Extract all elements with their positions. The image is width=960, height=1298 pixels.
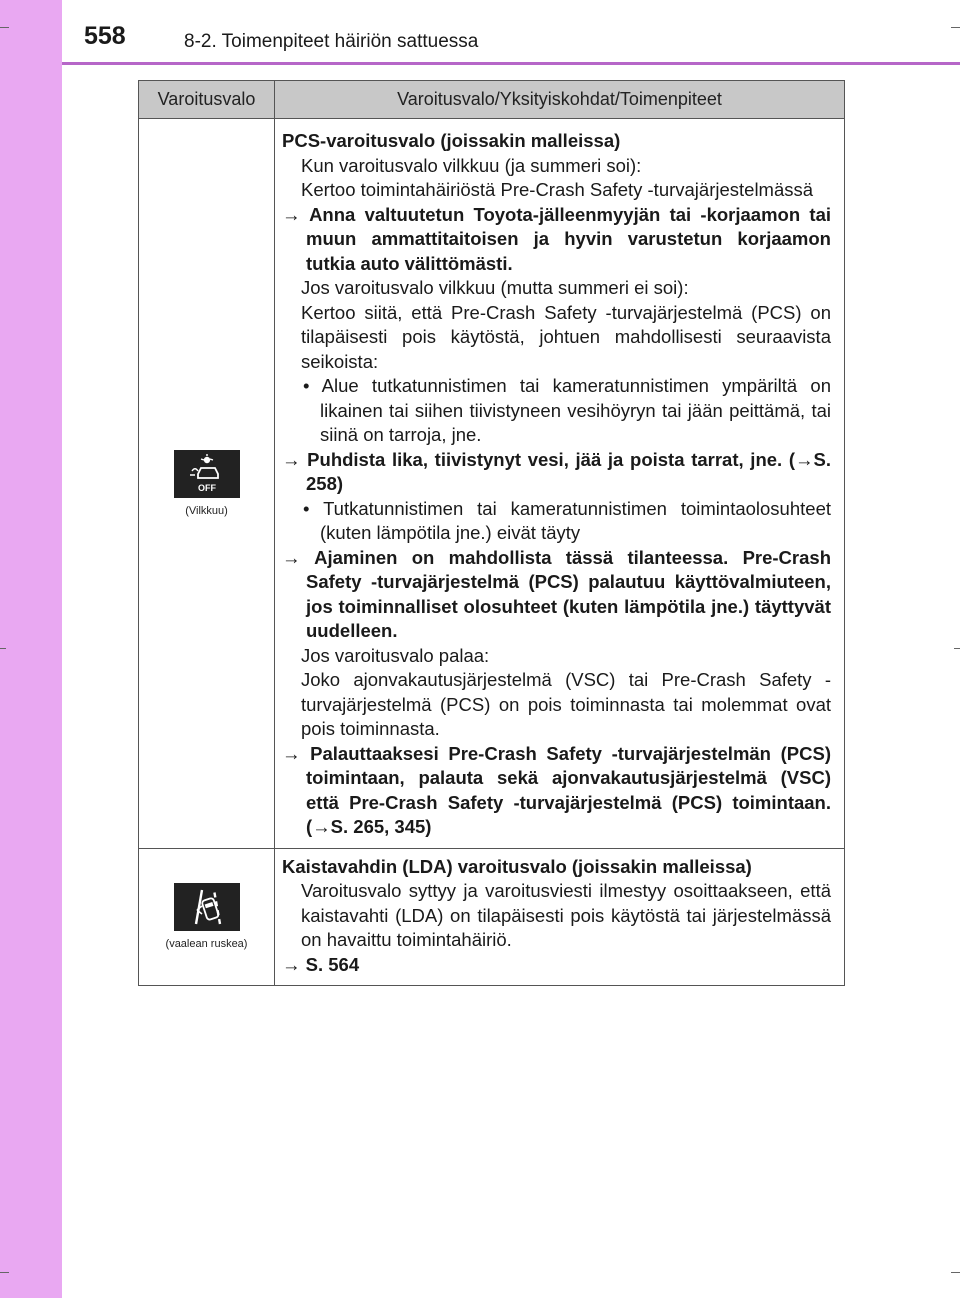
description-text: Joko ajonvakautusjärjestelmä (VSC) tai Pre-Crash Safety -turvajärjestelmä (PCS) on pois toiminnasta tai molemmat ovat pois toiminnasta. <box>301 669 831 739</box>
page-number: 558 <box>84 22 126 50</box>
crop-mark <box>951 27 960 28</box>
icon-caption: (Vilkkuu) <box>185 504 228 517</box>
column-header: Varoitusvalo <box>139 81 275 119</box>
crop-mark <box>0 648 6 649</box>
crop-mark <box>0 1272 9 1273</box>
description-text: Kertoo siitä, että Pre-Crash Safety -turvajärjestelmä (PCS) on tilapäisesti pois käytöstä, johtuen mahdollisesti seuraavista seikoista: <box>301 301 831 372</box>
description-cell <box>275 848 845 986</box>
warning-light-table <box>138 80 845 986</box>
table-row <box>139 848 845 986</box>
description-text: Varoitusvalo syttyy ja varoitusviesti ilmestyy osoittaakseen, että kaistavahti (LDA) on tilapäisesti pois käytöstä tai järjestelmässä on havaittu toimintahäiriö. <box>301 880 831 950</box>
bullet-item: • Tutkatunnistimen tai kameratunnistimen toimintaolosuhteet (kuten lämpötila jne.) eivät täyty <box>303 497 831 543</box>
warning-light-cell <box>139 848 275 986</box>
lane-departure-alert-icon <box>174 883 240 931</box>
action-text: → Puhdista lika, tiivistynyt vesi, jää ja poista tarrat, jne. (→S. 258) <box>282 448 831 494</box>
action-text: → S. 564 <box>282 953 360 975</box>
description-cell <box>275 119 845 849</box>
description-text: Jos varoitusvalo palaa: <box>301 644 490 666</box>
bullet-item: • Alue tutkatunnistimen tai kameratunnistimen ympäriltä on likainen tai siihen tiivistyneen vesihöyryn tai jään peittämä, tai siinä on tarroja, jne. <box>303 375 831 445</box>
pcs-off-warning-icon <box>174 450 240 498</box>
chapter-tab-band <box>0 0 62 1298</box>
description-text: Kertoo toimintahäiriöstä Pre-Crash Safety -turvajärjestelmässä <box>301 179 814 200</box>
table-row <box>139 119 845 849</box>
action-text: → Anna valtuutetun Toyota-jälleenmyyjän tai -korjaamon tai muun ammattitaitoisen ja hyvin varustetun korjaamon tutkia auto välittömästi. <box>282 203 831 274</box>
description-text: Kun varoitusvalo vilkkuu (ja summeri soi): <box>301 154 642 176</box>
warning-heading: PCS-varoitusvalo (joissakin malleissa) <box>282 130 621 151</box>
action-text: → Ajaminen on mahdollista tässä tilanteessa. Pre-Crash Safety -turvajärjestelmä (PCS) palautuu käyttövalmiuteen, jos toiminnalliset olosuhteet (kuten lämpötila jne.) täyttyvät uudelleen. <box>282 546 831 641</box>
svg-text:OFF: OFF <box>197 482 216 493</box>
crop-mark <box>0 27 9 28</box>
warning-heading: Kaistavahdin (LDA) varoitusvalo (joissakin malleissa) <box>282 855 752 877</box>
column-header: Varoitusvalo/Yksityiskohdat/Toimenpiteet <box>275 81 845 119</box>
header-rule <box>62 62 960 65</box>
icon-caption: (vaalean ruskea) <box>165 938 248 951</box>
action-text: → Palauttaaksesi Pre-Crash Safety -turvajärjestelmän (PCS) toimintaan, palauta sekä ajonvakautusjärjestelmä (VSC) että Pre-Crash Safety -turvajärjestelmä (PCS) toimintaan. (→S. 265, 345) <box>282 742 831 837</box>
description-text: Jos varoitusvalo vilkkuu (mutta summeri ei soi): <box>301 277 689 298</box>
warning-light-cell <box>139 119 275 849</box>
crop-mark <box>951 1272 960 1273</box>
section-title: 8-2. Toimenpiteet häiriön sattuessa <box>184 31 479 52</box>
table-header-row <box>139 81 845 119</box>
crop-mark <box>954 648 960 649</box>
